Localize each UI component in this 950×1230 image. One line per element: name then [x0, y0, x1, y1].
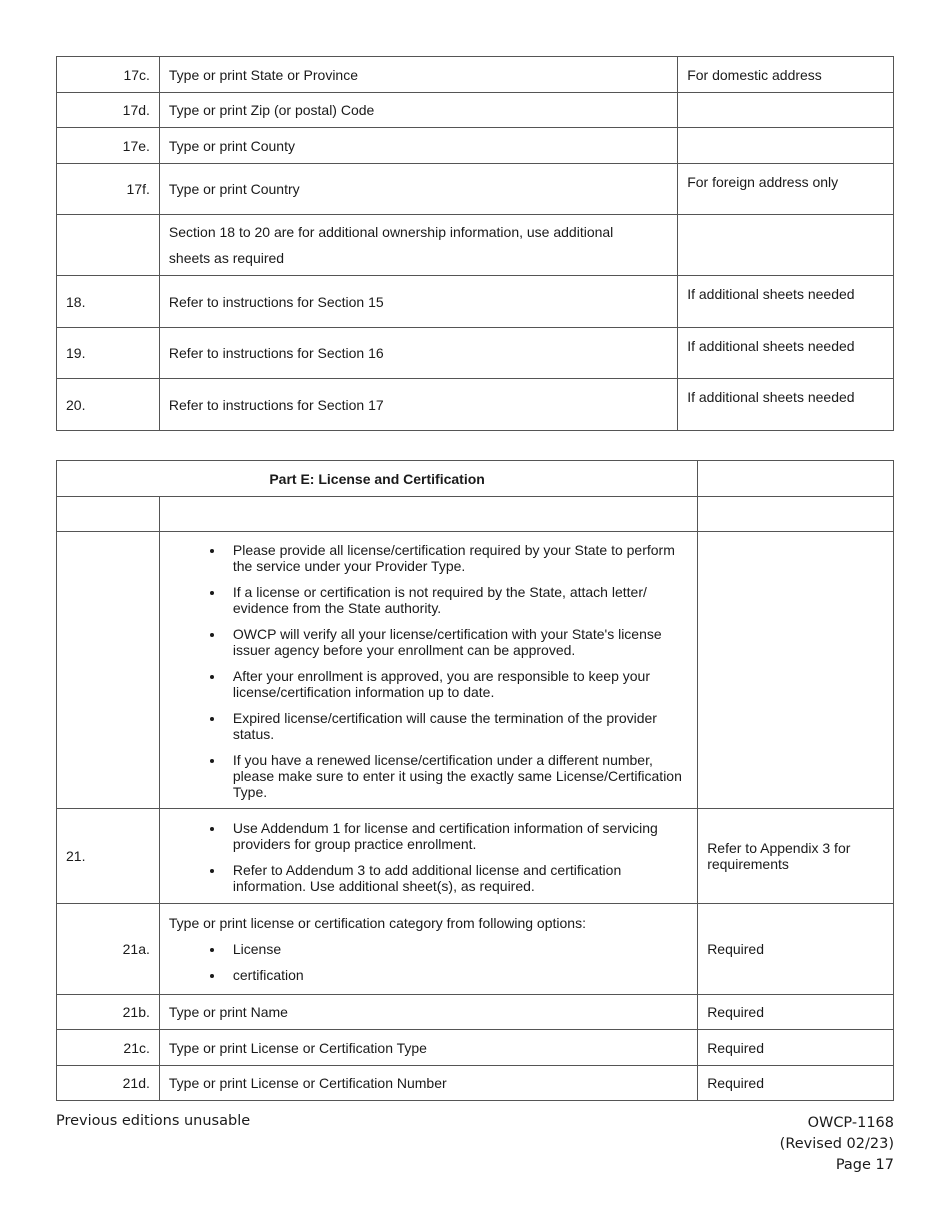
row-number: 17f. [57, 164, 160, 215]
table-row [57, 809, 894, 904]
row-number: 18. [57, 276, 160, 328]
table-row [57, 497, 894, 532]
row-number [57, 215, 160, 276]
instruction-list [169, 542, 688, 800]
option-list [169, 936, 688, 988]
row-number: 21c. [57, 1030, 160, 1066]
row-text-line: Section 18 to 20 are for additional ownership information, use additional [168, 224, 614, 240]
table-header-row [57, 461, 894, 497]
option-item: • certification [225, 962, 688, 988]
row-text: Type or print License or Certification Type [159, 1030, 697, 1066]
table-row [57, 328, 894, 379]
row-note: Refer to Appendix 3 for requirements [698, 809, 894, 904]
row-note: Required [698, 1066, 894, 1101]
instruction-item: • If you have a renewed license/certification under a different number, please make sure to enter it using the exactly same License/Certification Type. [225, 752, 688, 800]
empty-cell [698, 461, 894, 497]
table-row [57, 532, 894, 809]
table-row [57, 57, 894, 93]
table-row [57, 1066, 894, 1101]
form-number: OWCP-1168 [807, 1115, 894, 1131]
instruction-list [169, 820, 688, 894]
table-row [57, 93, 894, 128]
table-row [57, 215, 894, 276]
table-row [57, 164, 894, 215]
row-number: 21a. [57, 904, 160, 995]
row-text-line: Type or print license or certification category from following options: [168, 915, 586, 931]
row-text [159, 809, 697, 904]
table-row [57, 379, 894, 431]
empty-cell [57, 497, 160, 532]
row-note: Required [698, 1030, 894, 1066]
instruction-item: • OWCP will verify all your license/certification with your State's license issuer agency before your enrollment can be approved. [225, 626, 688, 658]
row-text: Type or print County [159, 128, 677, 164]
instruction-item: • After your enrollment is approved, you are responsible to keep your license/certification information up to date. [225, 668, 688, 700]
row-note [678, 128, 894, 164]
row-note [678, 215, 894, 276]
instruction-item: • Expired license/certification will cause the termination of the provider status. [225, 710, 688, 742]
table-row [57, 276, 894, 328]
empty-cell [698, 497, 894, 532]
row-number: 17c. [57, 57, 160, 93]
row-text: Type or print License or Certification Number [159, 1066, 697, 1101]
instruction-item: • Please provide all license/certification required by your State to perform the service under your Provider Type. [225, 542, 688, 574]
empty-cell [57, 532, 160, 809]
row-text: Type or print State or Province [159, 57, 677, 93]
table-row [57, 128, 894, 164]
page-number: Page 17 [835, 1157, 894, 1173]
row-text: Type or print Name [159, 995, 697, 1030]
row-number: 21d. [57, 1066, 160, 1101]
row-text: Refer to instructions for Section 17 [159, 379, 677, 431]
row-note: Required [698, 995, 894, 1030]
revision-date: (Revised 02/23) [779, 1136, 894, 1152]
table-row [57, 904, 894, 995]
row-number: 20. [57, 379, 160, 431]
row-number: 21. [57, 809, 160, 904]
address-table [56, 56, 894, 431]
row-text: Type or print Country [159, 164, 677, 215]
instructions-cell [159, 532, 697, 809]
table-row [57, 1030, 894, 1066]
row-note: Required [698, 904, 894, 995]
row-text: Refer to instructions for Section 16 [159, 328, 677, 379]
row-note: If additional sheets needed [678, 276, 894, 328]
option-item: • License [225, 936, 688, 962]
row-text: Type or print Zip (or postal) Code [159, 93, 677, 128]
footer-disclaimer: Previous editions unusable [56, 1113, 251, 1129]
row-number: 21b. [57, 995, 160, 1030]
table-row [57, 995, 894, 1030]
empty-cell [159, 497, 697, 532]
footer-form-info [780, 1113, 894, 1176]
empty-cell [698, 532, 894, 809]
instruction-item: • Refer to Addendum 3 to add additional license and certification information. Use additional sheet(s), as required. [225, 862, 688, 894]
row-note: For domestic address [678, 57, 894, 93]
row-number: 17d. [57, 93, 160, 128]
row-text [159, 215, 677, 276]
row-text [159, 904, 697, 995]
row-note [678, 93, 894, 128]
instruction-item: • Use Addendum 1 for license and certification information of servicing providers for group practice enrollment. [225, 820, 688, 852]
row-text: Refer to instructions for Section 15 [159, 276, 677, 328]
row-note: If additional sheets needed [678, 379, 894, 431]
row-number: 17e. [57, 128, 160, 164]
row-note: For foreign address only [678, 164, 894, 215]
section-title: Part E: License and Certification [57, 461, 698, 497]
row-text-line: sheets as required [168, 250, 285, 266]
instruction-item: • If a license or certification is not required by the State, attach letter/ evidence from the State authority. [225, 584, 688, 616]
row-note: If additional sheets needed [678, 328, 894, 379]
row-number: 19. [57, 328, 160, 379]
license-certification-table [56, 460, 894, 1101]
